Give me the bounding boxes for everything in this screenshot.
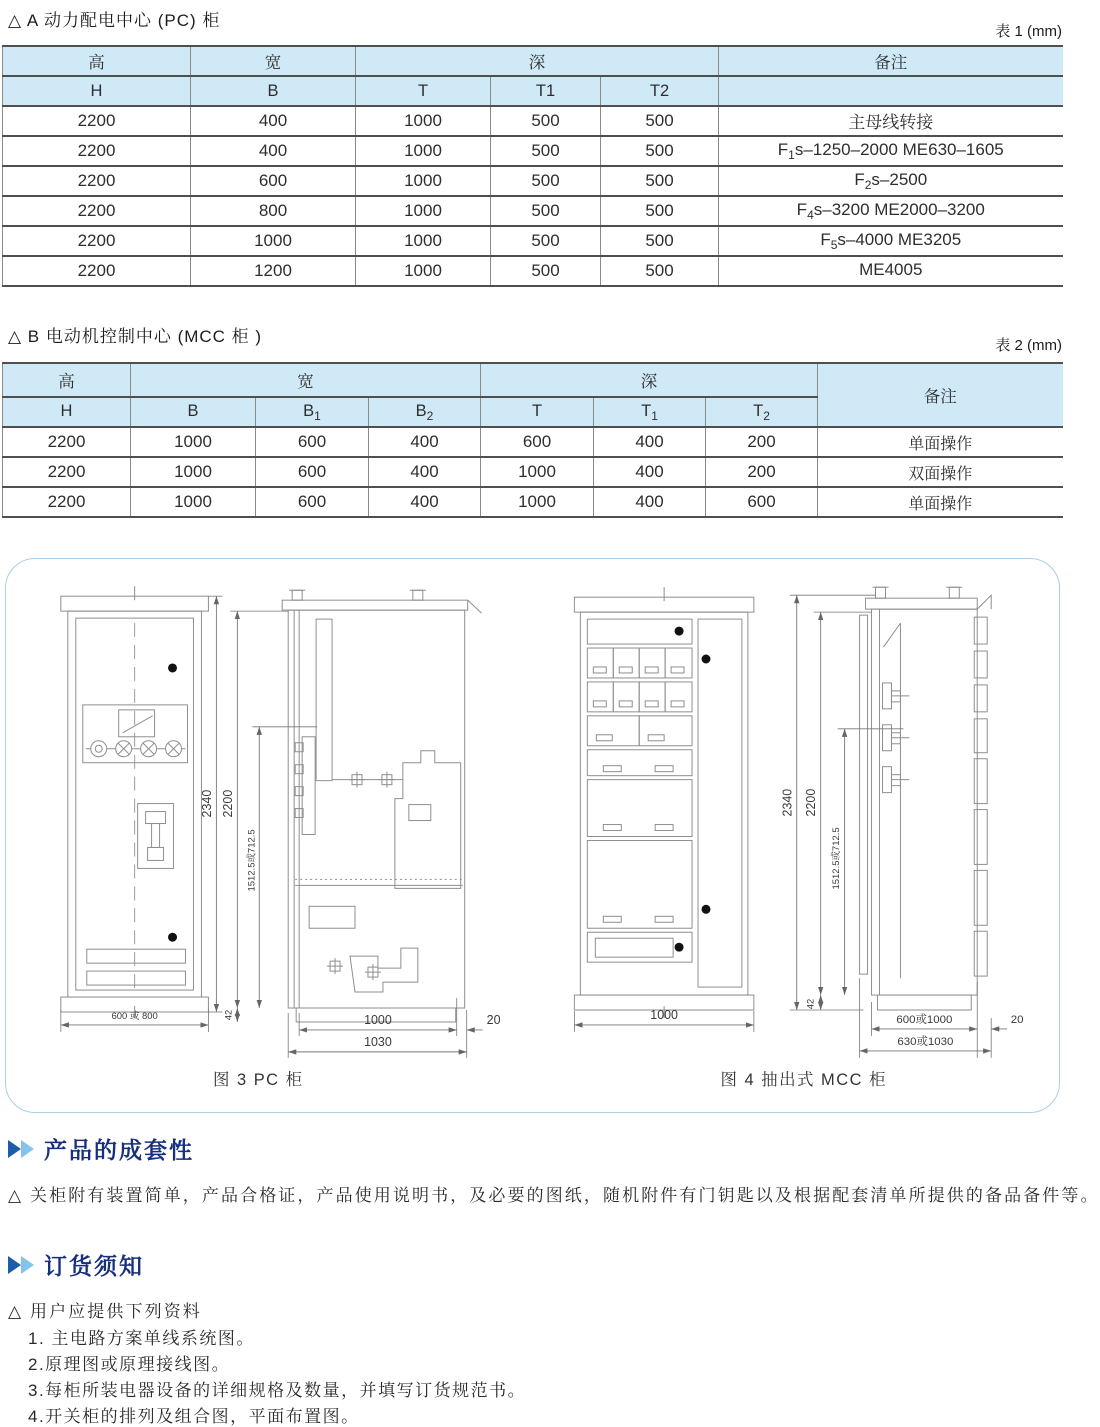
pc-door-handle [138, 804, 174, 869]
table-cell: 500 [491, 196, 601, 226]
remark-sub: 5 [830, 238, 838, 252]
table2-header-height: 高 [3, 363, 131, 397]
table2-subheader [256, 397, 369, 427]
table-row [3, 457, 1063, 487]
subheader-text: T [753, 401, 764, 420]
table-cell: 1000 [356, 166, 491, 196]
table2-subheader [3, 397, 131, 427]
table-cell: 2200 [3, 196, 191, 226]
table-cell: 400 [594, 487, 706, 517]
table2-header-width: 宽 [131, 363, 481, 397]
ordering-list-item: 3.每柜所装电器设备的详细规格及数量，并填写订货规范书。 [28, 1381, 527, 1400]
table-cell: 600 [191, 166, 356, 196]
remark-cell [719, 136, 1063, 166]
section-title: 产品的成套性 [44, 1137, 194, 1163]
table-cell: 1000 [356, 106, 491, 136]
table-cell: 600 [706, 487, 818, 517]
table-cell: 500 [601, 256, 719, 286]
remark-text: F [820, 230, 831, 249]
table-cell: 2200 [3, 256, 191, 286]
table2-subheader [706, 397, 818, 427]
table-cell: 500 [601, 196, 719, 226]
fig3-dim-mid-height: 1512.5或712.5 [246, 829, 258, 892]
table-cell: 2200 [3, 487, 131, 517]
remark-text: 主母线转接 [848, 112, 934, 132]
cabinet-drawings [6, 559, 1059, 1112]
remark-rest: s–1250–2000 ME630–1605 [794, 140, 1004, 159]
door-knob-dot [168, 663, 177, 672]
fig3-dim-front-width: 600 或 800 [111, 1010, 158, 1022]
table1-pc-dimensions [2, 45, 1063, 287]
arrow-right-icon [21, 1140, 34, 1158]
subheader-text: B [415, 401, 427, 420]
section-a-title: △ A 动力配电中心 (PC) 柜 [8, 11, 221, 30]
table1-header-height: 高 [3, 46, 191, 76]
mcc-front-view [574, 587, 753, 1018]
door-knob-dot [168, 933, 177, 942]
table-cell: 1000 [131, 487, 256, 517]
fig3-dim-overall-depth: 1030 [364, 1034, 392, 1049]
fig4-dimensions [574, 595, 1023, 1058]
remark-sub: 2 [864, 178, 872, 192]
table-row [3, 46, 1063, 76]
remark-cell [719, 166, 1063, 196]
fig4-dim-body-height: 2200 [804, 788, 819, 817]
fig4-dim-body-depth: 600或1000 [896, 1013, 953, 1026]
table-cell: 400 [191, 136, 356, 166]
table-cell: 500 [491, 106, 601, 136]
section-b-title: △ B 电动机控制中心 (MCC 柜 ) [8, 327, 263, 346]
arrow-right-icon [8, 1140, 21, 1158]
fig4-caption: 图 4 抽出式 MCC 柜 [720, 1070, 887, 1089]
table-cell: 500 [491, 136, 601, 166]
completeness-body: △ 关柜附有装置简单，产品合格证，产品使用说明书，及必要的图纸，随机附件有门钥匙以及根据配套清单所提供的备品备件等。 [8, 1186, 1100, 1205]
table-cell: 500 [601, 166, 719, 196]
fig3-dim-overall-height: 2340 [199, 789, 214, 818]
table-cell: 1000 [131, 457, 256, 487]
table2-subheader [481, 397, 594, 427]
table-cell: 500 [601, 106, 719, 136]
table-cell: 2200 [3, 166, 191, 196]
mcc-drawer-stack [587, 619, 692, 962]
door-knob-dot [675, 627, 684, 636]
table2-mcc-dimensions [2, 362, 1063, 518]
table-cell: 500 [601, 226, 719, 256]
mcc-drawout-units [974, 617, 987, 976]
ordering-intro: △ 用户应提供下列资料 [8, 1302, 202, 1321]
pc-side-view [282, 590, 481, 1022]
door-knob-dot [702, 905, 711, 914]
fig4-dim-overall-height: 2340 [780, 788, 795, 817]
remark-rest: s–4000 ME3205 [837, 230, 962, 249]
table-cell: 2200 [3, 457, 131, 487]
table1-header-depth: 深 [356, 46, 719, 76]
figure-panel [5, 558, 1060, 1113]
subheader-sub: 1 [314, 408, 321, 423]
table-cell: 单面操作 [818, 487, 1063, 517]
remark-rest: s–3200 ME2000–3200 [813, 200, 985, 219]
table-row [3, 487, 1063, 517]
table1-header-remark: 备注 [719, 46, 1063, 76]
pc-vent-slot [87, 971, 186, 985]
table2-header-remark: 备注 [818, 363, 1063, 427]
table-cell: 600 [256, 427, 369, 457]
ordering-list-item: 1. 主电路方案单线系统图。 [28, 1329, 255, 1348]
fig4-dim-door-gap: 20 [1010, 1013, 1024, 1026]
subheader-text: B [303, 401, 315, 420]
table-cell: 双面操作 [818, 457, 1063, 487]
table-row [3, 256, 1063, 286]
remark-sub: 4 [807, 208, 814, 222]
pc-control-panel [83, 705, 188, 763]
remark-text: ME4005 [859, 260, 923, 279]
remark-cell [719, 196, 1063, 226]
table2-subheader [369, 397, 481, 427]
remark-text: F [796, 200, 808, 219]
section-completeness-header [8, 1132, 194, 1165]
table1-header-width: 宽 [191, 46, 356, 76]
fig3-caption: 图 3 PC 柜 [213, 1070, 304, 1089]
section-ordering-header [8, 1248, 144, 1281]
table-cell: 200 [706, 427, 818, 457]
table-cell: 200 [706, 457, 818, 487]
subheader-text: T [641, 401, 652, 420]
table-cell: 1000 [481, 457, 594, 487]
table-row [3, 427, 1063, 457]
subheader-sub: 2 [763, 408, 770, 423]
fig3-dim-body-height: 2200 [220, 789, 235, 818]
table-cell: 600 [256, 457, 369, 487]
table-cell: 1000 [356, 226, 491, 256]
table1-subheader-remark-empty [719, 76, 1063, 106]
table-cell: 2200 [3, 226, 191, 256]
subheader-sub: 1 [651, 408, 658, 423]
table-cell: 单面操作 [818, 427, 1063, 457]
table-cell: 400 [191, 106, 356, 136]
fig4-dim-overall-depth: 630或1030 [897, 1035, 954, 1048]
table2-subheader [594, 397, 706, 427]
door-knob-dot [675, 943, 684, 952]
subheader-sub: 2 [426, 408, 434, 423]
table-cell: 500 [491, 226, 601, 256]
table-cell: 400 [369, 427, 481, 457]
remark-text: F [854, 170, 865, 189]
table-cell: 500 [491, 256, 601, 286]
fig4-dim-base-height: 42 [805, 998, 817, 1010]
table-cell: 500 [601, 136, 719, 166]
fig4-mcc-cabinet-drawing [574, 587, 1023, 1089]
table-cell: 1200 [191, 256, 356, 286]
table-row [3, 166, 1063, 196]
table2-header-depth: 深 [481, 363, 818, 397]
pc-vent-slot [87, 949, 186, 963]
table-cell: 2200 [3, 106, 191, 136]
table2-subheader [131, 397, 256, 427]
mcc-right-door [698, 619, 742, 987]
fig3-dim-base-height: 42 [223, 1009, 235, 1021]
fig3-dimensions [61, 596, 501, 1058]
subheader-text: T [531, 401, 543, 420]
remark-cell [719, 106, 1063, 136]
arrow-right-icon [21, 1256, 34, 1274]
table-cell: 1000 [131, 427, 256, 457]
table-cell: 1000 [191, 226, 356, 256]
fig4-dim-front-width: 1000 [650, 1007, 678, 1022]
fig3-dim-door-gap: 20 [486, 1012, 501, 1027]
table-cell: 500 [491, 166, 601, 196]
table-cell: 800 [191, 196, 356, 226]
table-cell: 2200 [3, 136, 191, 166]
remark-text: F [777, 140, 789, 159]
table-cell: 400 [594, 427, 706, 457]
ordering-list-item: 2.原理图或原理接线图。 [28, 1355, 231, 1374]
table1-subheader-h: H [3, 76, 191, 106]
table-cell: 1000 [481, 487, 594, 517]
remark-sub: 1 [788, 148, 795, 162]
table-row [3, 76, 1063, 106]
remark-cell [719, 256, 1063, 286]
table-cell: 400 [594, 457, 706, 487]
table2-unit-label: 表 2 (mm) [995, 337, 1062, 354]
table1-subheader-t2: T2 [601, 76, 719, 106]
table-cell: 2200 [3, 427, 131, 457]
table-cell: 1000 [356, 256, 491, 286]
table-cell: 1000 [356, 136, 491, 166]
table-row [3, 363, 1063, 397]
table1-subheader-t1: T1 [491, 76, 601, 106]
table-row [3, 226, 1063, 256]
table-cell: 400 [369, 457, 481, 487]
table1-unit-label: 表 1 (mm) [995, 23, 1062, 40]
table1-subheader-b: B [191, 76, 356, 106]
mcc-busbar-bolts [883, 683, 910, 793]
table-row [3, 196, 1063, 226]
pc-front-view [61, 586, 209, 1018]
table-row [3, 136, 1063, 166]
table-cell: 600 [481, 427, 594, 457]
table-cell: 400 [369, 487, 481, 517]
table-cell: 1000 [356, 196, 491, 226]
fig3-dim-body-depth: 1000 [364, 1012, 392, 1027]
subheader-text: B [187, 401, 199, 420]
arrow-right-icon [8, 1256, 21, 1274]
fig3-pc-cabinet-drawing [61, 586, 501, 1089]
table-row [3, 106, 1063, 136]
remark-cell [719, 226, 1063, 256]
fig4-dim-mid-height: 1512.5或712.5 [831, 827, 843, 890]
remark-rest: s–2500 [871, 170, 928, 189]
door-knob-dot [702, 655, 711, 664]
ordering-list-item: 4.开关柜的排列及组合图，平面布置图。 [28, 1407, 360, 1426]
table1-subheader-t: T [356, 76, 491, 106]
table-cell: 600 [256, 487, 369, 517]
subheader-text: H [60, 401, 73, 420]
section-title: 订货须知 [44, 1253, 144, 1279]
mcc-side-view [860, 587, 992, 1010]
